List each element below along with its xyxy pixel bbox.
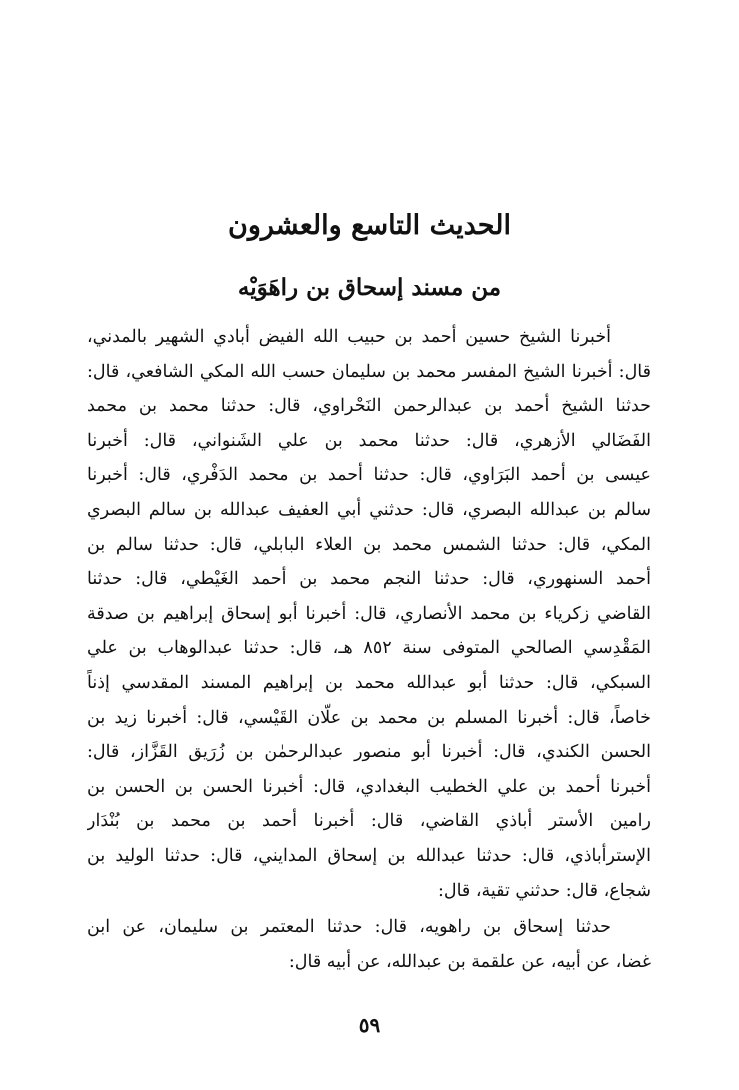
paragraph-line: شجاع، قال: حدثني تقية، قال: <box>437 880 651 901</box>
isnad-paragraph <box>87 320 651 908</box>
paragraph-line: الحسن الكندي، قال: أخبرنا أبو منصور عبدالرحمٰن بن زُرَيق القَزَّاز، قال: <box>87 742 651 763</box>
paragraph-line: قال: أخبرنا الشيخ المفسر محمد بن سليمان حسب الله المكي الشافعي، قال: <box>87 361 651 382</box>
paragraph-line: غضا، عن أبيه، عن علقمة بن عبدالله، عن أبيه قال: <box>288 951 651 972</box>
paragraph-line: أخبرنا الشيخ حسين أحمد بن حبيب الله الفيض أبادي الشهير بالمدني، <box>87 327 611 347</box>
paragraph-line: الفَضَالي الأزهري، قال: حدثنا محمد بن علي الشَنواني، قال: أخبرنا <box>87 430 651 451</box>
paragraph-line: السبكي، قال: حدثنا أبو عبدالله محمد بن إبراهيم المسند المقدسي إذناً <box>87 672 651 693</box>
paragraph-line: أخبرنا أحمد بن علي الخطيب البغدادي، قال: أخبرنا الحسن بن الحسن بن <box>87 776 651 797</box>
paragraph-line: المَقْدِسي الصالحي المتوفى سنة ٨٥٢ هـ، قال: حدثنا عبدالوهاب بن علي <box>87 638 651 659</box>
paragraph-line: الإسترأباذي، قال: حدثنا عبدالله بن إسحاق المدايني، قال: حدثنا الوليد بن <box>87 845 651 866</box>
paragraph-line: أحمد السنهوري، قال: حدثنا النجم محمد بن أحمد الغَيْطي، قال: حدثنا <box>87 569 651 590</box>
hadith-title: الحديث التاسع والعشرون <box>228 210 511 241</box>
paragraph-line: عيسى بن أحمد البَرَاوي، قال: حدثنا أحمد بن محمد الدَفْري، قال: أخبرنا <box>87 465 651 486</box>
paragraph-line: حدثنا إسحاق بن راهويه، قال: حدثنا المعتمر بن سليمان، عن ابن <box>87 917 611 937</box>
page-number: ٥٩ <box>358 1013 381 1037</box>
hadith-subtitle: من مسند إسحاق بن راهَوَيْه <box>237 274 502 301</box>
paragraph-line: سالم بن عبدالله البصري، قال: حدثني أبي العفيف عبدالله بن سالم البصري <box>87 499 651 520</box>
paragraph-line: القاضي زكرياء بن محمد الأنصاري، قال: أخبرنا أبو إسحاق إبراهيم بن صدقة <box>87 603 651 624</box>
paragraph-line: رامين الأستر أباذي القاضي، قال: أخبرنا أحمد بن محمد بن بُنْدَار <box>87 811 651 832</box>
paragraph-line: المكي، قال: حدثنا الشمس محمد بن العلاء البابلي، قال: حدثنا سالم بن <box>87 534 651 555</box>
matn-intro-paragraph <box>87 910 651 979</box>
paragraph-line: حدثنا الشيخ أحمد بن عبدالرحمن النَحْراوي، قال: حدثنا محمد بن محمد <box>87 396 651 417</box>
paragraph-line: خاصاً، قال: أخبرنا المسلم بن محمد بن علّان القَيْسي، قال: أخبرنا زيد بن <box>87 707 651 728</box>
